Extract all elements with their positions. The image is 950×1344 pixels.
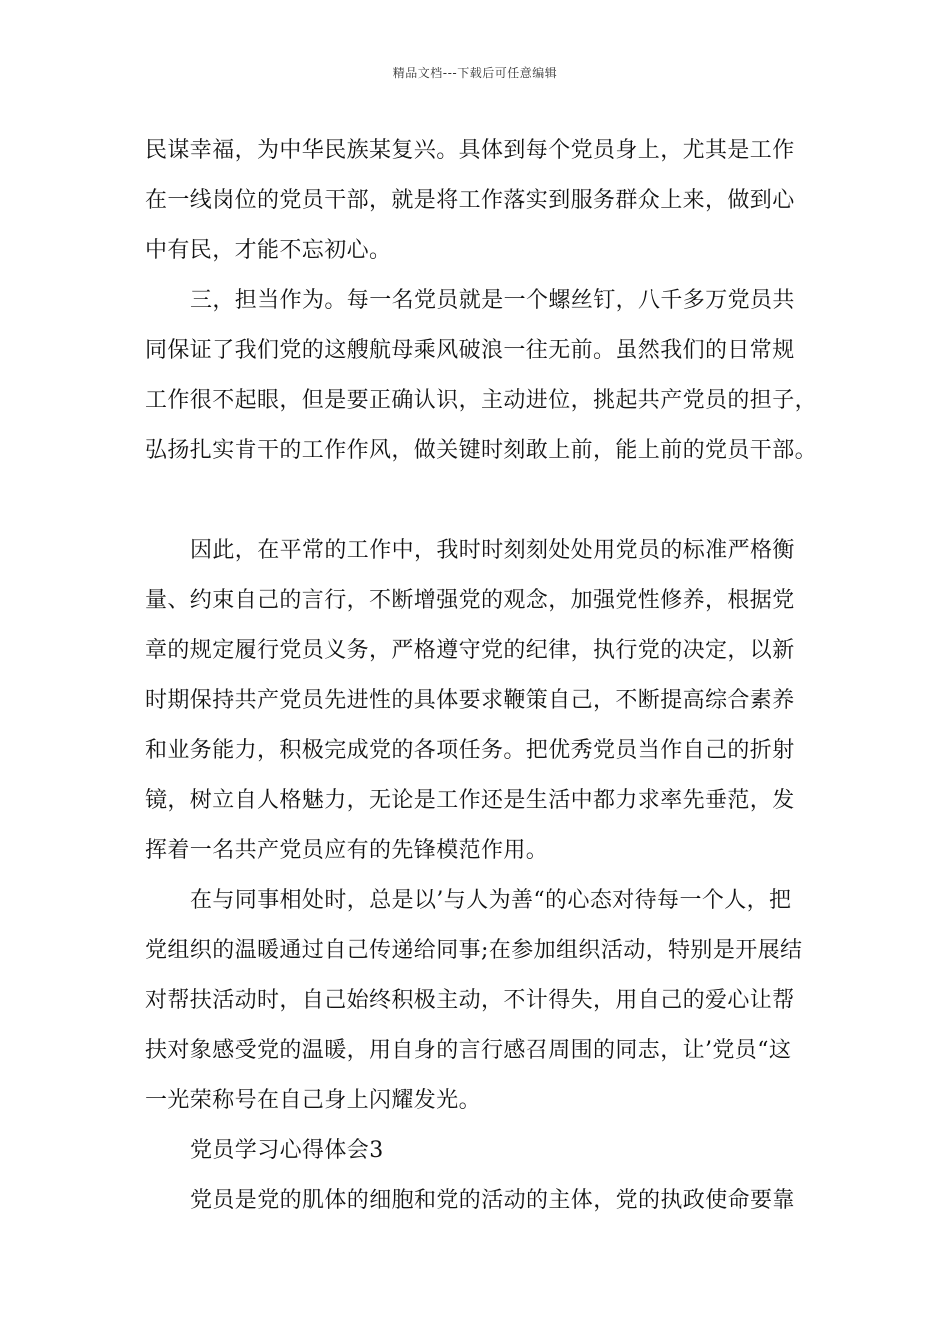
paragraph: [145, 876, 835, 1126]
text-line: 在一线岗位的党员干部，就是将工作落实到服务群众上来，做到心: [145, 188, 795, 213]
paragraph: [145, 126, 835, 276]
text-line: 工作很不起眼，但是要正确认识，主动进位，挑起共产党员的担子，: [145, 388, 818, 413]
text-line: 党员是党的肌体的细胞和党的活动的主体，党的执政使命要靠: [190, 1188, 795, 1213]
paragraph: [145, 276, 835, 476]
text-line: 章的规定履行党员义务，严格遵守党的纪律，执行党的决定，以新: [145, 638, 795, 663]
text-line: 同保证了我们党的这艘航母乘风破浪一往无前。虽然我们的日常规: [145, 338, 795, 363]
blank-line: [145, 476, 835, 526]
text-line: 扶对象感受党的温暖，用自身的言行感召周围的同志，让’党员“这: [145, 1038, 792, 1063]
text-line: 在与同事相处时，总是以’与人为善“的心态对待每一个人，把: [190, 888, 792, 913]
text-line: 和业务能力，积极完成党的各项任务。把优秀党员当作自己的折射: [145, 738, 795, 763]
section-heading: [145, 1126, 835, 1176]
text-line: 因此，在平常的工作中，我时时刻刻处处用党员的标准严格衡: [190, 538, 795, 563]
text-line: 党组织的温暖通过自己传递给同事;在参加组织活动，特别是开展结: [145, 938, 803, 963]
paragraph: [145, 526, 835, 876]
text-line: 一光荣称号在自己身上闪耀发光。: [145, 1088, 482, 1113]
text-line: 民谋幸福，为中华民族某复兴。具体到每个党员身上，尤其是工作: [145, 138, 795, 163]
page-header: 精品文档---下载后可任意编辑: [392, 66, 558, 80]
text-line: 对帮扶活动时，自己始终积极主动，不计得失，用自己的爱心让帮: [145, 988, 795, 1013]
text-line: 中有民，才能不忘初心。: [145, 238, 392, 263]
text-line: 弘扬扎实肯干的工作作风，做关键时刻敢上前，能上前的党员干部。: [145, 438, 818, 463]
text-line: 镜，树立自人格魅力，无论是工作还是生活中都力求率先垂范，发: [145, 788, 795, 813]
text-line: 量、约束自己的言行，不断增强党的观念，加强党性修养，根据党: [145, 588, 795, 613]
paragraph: [145, 1176, 835, 1226]
text-line: 时期保持共产党员先进性的具体要求鞭策自己，不断提高综合素养: [145, 688, 795, 713]
text-line: 党员学习心得体会3: [190, 1138, 384, 1163]
text-line: 三，担当作为。每一名党员就是一个螺丝钉，八千多万党员共: [190, 288, 795, 313]
text-line: 挥着一名共产党员应有的先锋模范作用。: [145, 838, 549, 863]
document-body: [145, 126, 835, 1226]
